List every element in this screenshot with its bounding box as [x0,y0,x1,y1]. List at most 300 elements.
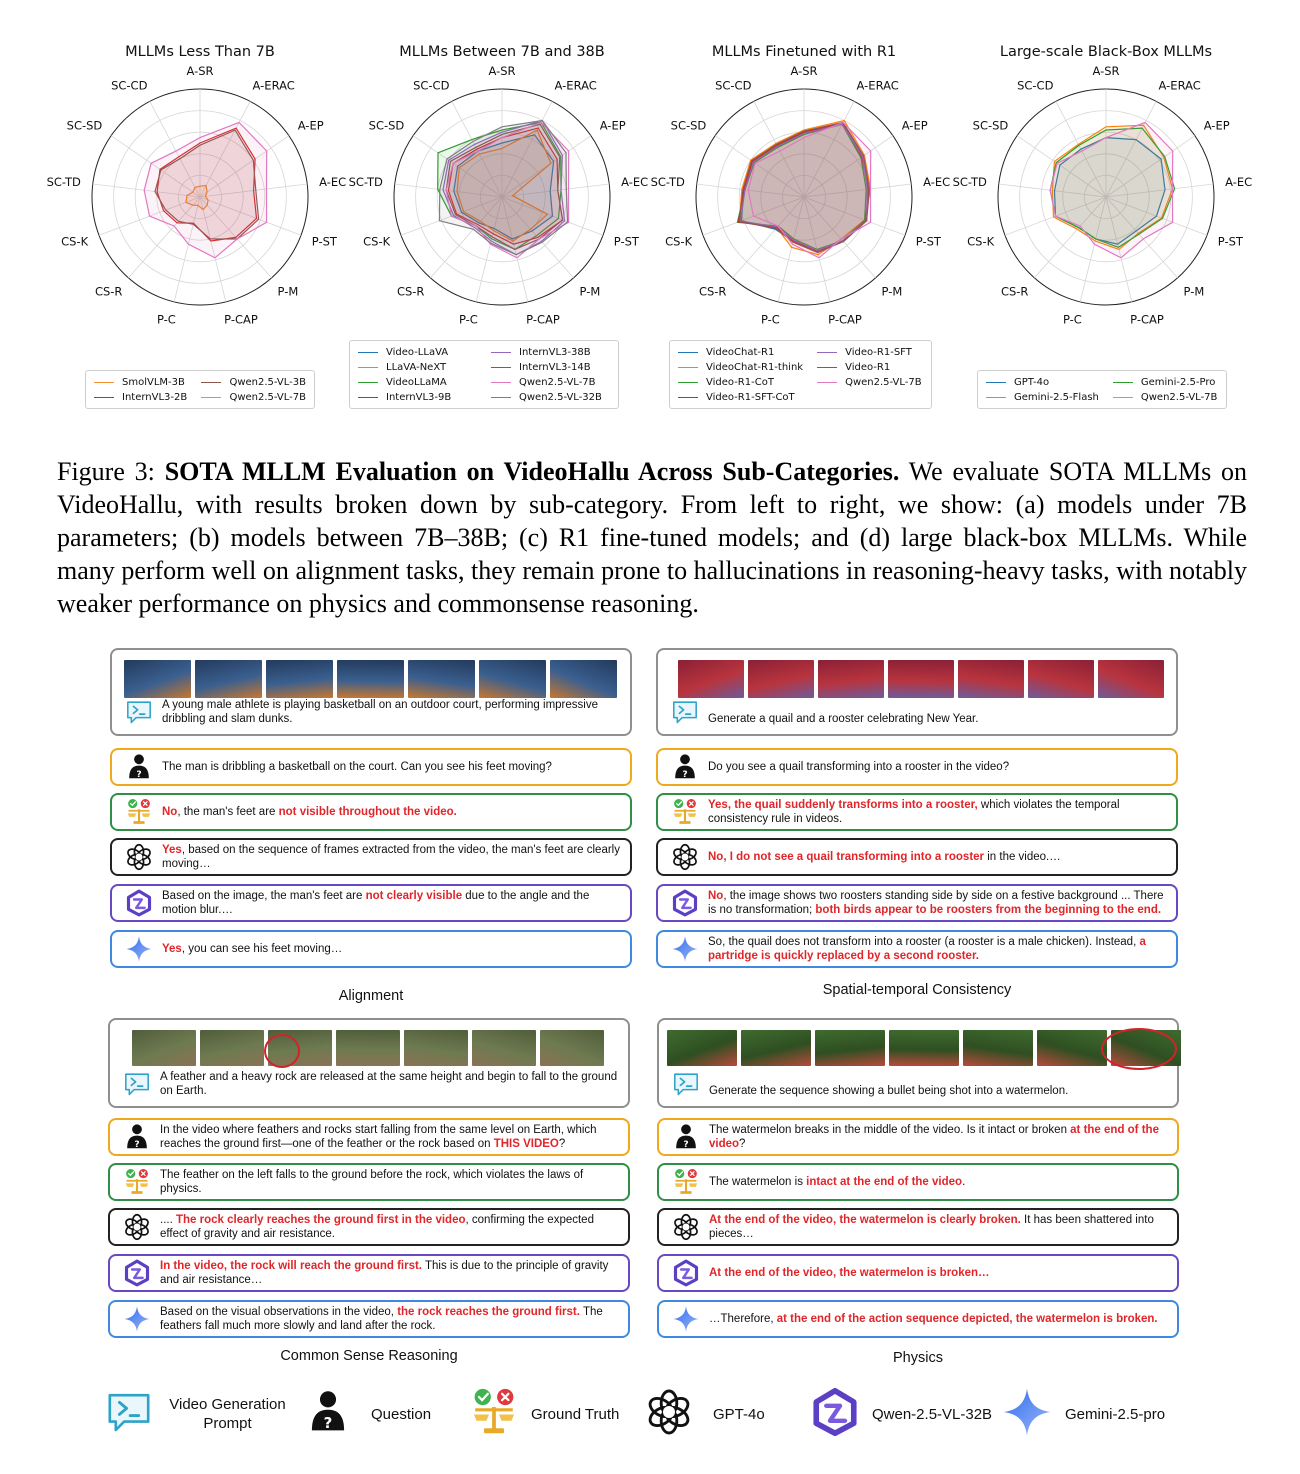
text-segment: Based on the image, the man's feet are [162,890,366,902]
text-segment: The watermelon breaks in the middle of the video. Is it intact or broken [709,1124,1071,1136]
legend-item-internvl3-9b [358,390,477,404]
gemini-answer-box [108,1300,630,1338]
text-segment: , based on the sequence of frames extracted from the video, the man's feet are clearly moving… [162,844,620,870]
gpt-answer-text [160,1213,618,1241]
radar-svg [45,30,355,330]
radar-axis-label-a-ep: A-EP [599,118,626,133]
radar-axis-label-a-ep: A-EP [1203,118,1230,133]
ground-truth-box [656,793,1178,831]
highlighted-text: No [162,806,178,818]
gemini-sparkle-icon [1001,1386,1053,1443]
radar-axis-label-p-m: P-M [579,284,601,299]
gpt-answer-box [108,1208,630,1246]
legend-label: Video-R1-SFT [845,346,912,358]
highlight-circle [264,1034,300,1068]
person-question-icon [305,1389,351,1440]
legend-label: LLaVA-NeXT [386,361,447,373]
radar-axis-label-sc-cd: SC-CD [111,78,148,93]
panel-category-label: Physics [893,1350,943,1366]
legend-swatch [678,397,698,398]
radar-axis-label-cs-k: CS-K [363,234,391,249]
legend-ground-truth-label: Ground Truth [531,1405,620,1423]
qwen-logo-icon [810,1387,860,1442]
question-box [656,748,1178,786]
radar-chart-under-7b [45,30,355,410]
terminal-chat-icon [125,698,153,726]
radar-axis-label-p-c: P-C [458,312,478,327]
video-frame [132,1030,196,1066]
video-frame [815,1030,885,1066]
gemini-answer-text [709,1312,1158,1326]
legend-item-video-llava [358,345,477,359]
radar-axis-label-p-cap: P-CAP [526,312,560,327]
ground-truth-text [708,798,1166,826]
legend-item-qwen2-5-vl-3b [201,375,306,389]
radar-axis-label-a-sr: A-SR [186,64,214,78]
question-box [110,748,632,786]
radar-axis-label-a-sr: A-SR [488,64,516,78]
radar-axis-label-p-st: P-ST [915,234,941,249]
question-text [160,1123,618,1151]
legend-ground-truth [469,1384,619,1444]
text-segment: So, the quail does not transform into a rooster (a rooster is a male chicken). Instead, [708,936,1140,948]
video-frame [540,1030,604,1066]
video-prompt-box [656,648,1178,736]
qwen-answer-box [108,1254,630,1292]
legend-label: VideoChat-R1-think [706,361,804,373]
text-segment: It has been shattered into pieces… [709,1214,1154,1240]
gemini-answer-box [656,930,1178,968]
legend-item-internvl3-14b [491,360,610,374]
svg-text:?: ? [134,1139,140,1150]
video-frame [818,660,884,698]
radar-axis-label-sc-cd: SC-CD [715,78,752,93]
gemini-sparkle-icon [672,1305,700,1333]
text-segment: , the image shows two roosters standing side by side on a festive background ... There is no transformation; [708,890,1164,916]
video-frame [472,1030,536,1066]
legend-item-qwen2-5-vl-7b [1113,390,1218,404]
gpt-answer-text [708,850,1061,864]
openai-logo-icon [645,1388,693,1441]
highlighted-text: intact at the end of the video [806,1176,963,1188]
legend-label: Qwen2.5-VL-7B [519,376,596,388]
terminal-chat-icon [105,1388,153,1441]
legend-item-video-r1-sft-cot [678,390,803,404]
legend-gpt-label: GPT-4o [713,1405,765,1423]
text-segment: In the video where feathers and rocks start falling from the same level on Earth, which reaches the ground first—one of the feather or the rock based on [160,1124,597,1150]
text-segment: ? [558,1138,566,1150]
radar-axis-label-a-sr: A-SR [1092,64,1120,78]
video-frame [266,660,333,698]
question-box [108,1118,630,1156]
qwen-logo-icon [125,889,153,917]
example-panel-common-sense-reasoning [108,1018,630,1372]
radar-axis-label-sc-td: SC-TD [650,174,685,189]
gemini-sparkle-icon [125,935,153,963]
scale-check-cross-icon [469,1387,519,1442]
radar-axis-label-p-c: P-C [760,312,780,327]
openai-logo-icon [672,1213,700,1241]
text-segment: …Therefore, [709,1313,777,1325]
video-frame [1098,660,1164,698]
radar-svg [347,30,657,330]
video-frame [963,1030,1033,1066]
svg-text:?: ? [682,769,688,780]
text-segment: in the video.… [984,851,1061,863]
radar-title: MLLMs Finetuned with R1 [711,44,897,60]
radar-axis-label-sc-cd: SC-CD [1017,78,1054,93]
radar-axis-label-cs-k: CS-K [61,234,89,249]
gpt-answer-text [162,843,620,871]
legend-label: Qwen2.5-VL-7B [1140,391,1218,403]
gpt-answer-box [657,1208,1179,1246]
panel-category-label: Alignment [338,988,404,1004]
text-segment: The man is dribbling a basketball on the court. Can you see his feet moving? [162,761,552,773]
svg-text:?: ? [136,769,142,780]
radar-axis-label-cs-r: CS-R [396,284,425,299]
highlighted-text: both birds appear to be roosters from the beginning to the end. [815,904,1162,916]
highlighted-text: at the end of the action sequence depicted, the watermelon is broken. [776,1313,1158,1325]
radar-axis-label-p-st: P-ST [613,234,639,249]
video-frames-strip [124,660,617,698]
terminal-chat-icon [672,1070,700,1098]
legend-label: InternVL3-38B [519,346,591,358]
radar-axis-label-a-ec: A-EC [923,174,951,189]
video-prompt-text: A young male athlete is playing basketball on an outdoor court, performing impressive dribbling and slam dunks. [162,699,598,725]
radar-title: MLLMs Between 7B and 38B [399,44,605,60]
caption-title: SOTA MLLM Evaluation on VideoHallu Across Sub-Categories. [164,457,900,486]
text-segment: The feather on the left falls to the ground before the rock, which violates the laws of physics. [160,1169,584,1195]
legend-label: Gemini-2.5-Pro [1140,376,1216,388]
legend-prompt [105,1384,290,1444]
radar-chart-row [0,30,1300,410]
video-frame [404,1030,468,1066]
qwen-answer-text [708,889,1166,917]
video-frame [124,660,191,698]
legend-label: Qwen2.5-VL-3B [229,376,306,388]
legend-label: Video-R1-CoT [706,376,774,388]
qwen-logo-icon [671,889,699,917]
text-segment: The watermelon is [709,1176,807,1188]
legend-swatch [678,352,698,353]
radar-svg [951,30,1261,330]
highlighted-text: Yes [162,844,182,856]
legend-label: Gemini-2.5-Flash [1014,391,1099,403]
text-segment: , you can see his feet moving… [181,943,343,955]
video-frame [195,660,262,698]
legend-swatch [201,397,221,398]
radar-svg [649,30,959,330]
legend-item-videollama [358,375,477,389]
radar-axis-label-a-erac: A-ERAC [252,78,295,93]
qwen-logo-icon [672,1259,700,1287]
legend-label: InternVL3-9B [386,391,452,403]
text-segment: . [962,1176,966,1188]
ground-truth-text [709,1175,965,1189]
legend-item-gemini-2-5-flash [986,390,1099,404]
radar-axis-label-sc-sd: SC-SD [670,118,707,133]
radar-chart-r1 [649,30,959,410]
video-frames-strip [132,1030,604,1066]
text-segment: Do you see a quail transforming into a rooster in the video? [708,761,1010,773]
radar-axis-label-a-ep: A-EP [297,118,324,133]
video-frames-strip [678,660,1164,698]
ground-truth-text [162,805,457,819]
radar-axis-label-a-erac: A-ERAC [554,78,597,93]
highlighted-text: At the end of the video, the watermelon is broken… [709,1267,990,1279]
legend-gemini [1001,1384,1165,1444]
radar-legend [349,340,619,409]
scale-check-cross-icon [125,798,153,826]
example-panel-alignment [110,648,632,1012]
highlight-circle [1101,1028,1177,1070]
panel-category-label: Spatial-temporal Consistency [822,982,1012,998]
video-frame [888,660,954,698]
video-frame [1028,660,1094,698]
qwen-answer-text [160,1259,618,1287]
legend-gemini-label: Gemini-2.5-pro [1065,1405,1166,1423]
radar-legend [669,340,932,409]
legend-label: InternVL3-2B [122,391,188,403]
legend-swatch [817,382,837,383]
video-frame [678,660,744,698]
radar-axis-label-p-m: P-M [881,284,903,299]
radar-legend [85,370,315,409]
legend-item-qwen2-5-vl-7b [491,375,610,389]
gpt-answer-box [110,838,632,876]
terminal-chat-icon [671,698,699,726]
highlighted-text: at the end of the video [709,1124,1159,1150]
radar-axis-label-p-m: P-M [277,284,299,299]
text-segment: The feathers fall much more slowly and land after the rock. [160,1306,603,1332]
video-frame [336,1030,400,1066]
highlighted-text: No, I do not see a quail transforming into a rooster [708,851,985,863]
radar-axis-label-sc-sd: SC-SD [66,118,103,133]
radar-axis-label-cs-r: CS-R [94,284,123,299]
gpt-answer-text [709,1213,1167,1241]
highlighted-text: the rock reaches the ground first. [397,1306,580,1318]
radar-axis-label-a-ec: A-EC [621,174,649,189]
video-frame [748,660,814,698]
highlighted-text: In the video, the rock will reach the ground first. [160,1260,422,1272]
highlighted-text: The rock clearly reaches the ground first in the video [175,1214,466,1226]
legend-label: Qwen2.5-VL-7B [845,376,922,388]
legend-item-gpt-4o [986,375,1099,389]
radar-axis-label-cs-r: CS-R [1000,284,1029,299]
radar-legend [977,370,1227,409]
legend-item-video-r1-sft [817,345,923,359]
radar-axis-label-p-st: P-ST [311,234,337,249]
openai-logo-icon [671,843,699,871]
legend-swatch [817,367,837,368]
legend-item-qwen2-5-vl-7b [201,390,306,404]
radar-axis-label-p-c: P-C [156,312,176,327]
legend-swatch [678,382,698,383]
legend-swatch [986,397,1006,398]
legend-item-internvl3-2b [94,390,187,404]
legend-label: VideoChat-R1 [706,346,775,358]
radar-axis-label-p-c: P-C [1062,312,1082,327]
radar-title: MLLMs Less Than 7B [125,44,275,60]
ground-truth-box [108,1163,630,1201]
radar-axis-label-p-cap: P-CAP [1130,312,1164,327]
video-frame [337,660,404,698]
ground-truth-box [657,1163,1179,1201]
radar-chart-7b-38b [347,30,657,410]
legend-label: Video-R1-SFT-CoT [706,391,795,403]
legend-item-qwen2-5-vl-32b [491,390,610,404]
highlighted-text: Yes [162,943,182,955]
legend-label: InternVL3-14B [519,361,591,373]
person-question-icon [123,1123,151,1151]
radar-axis-label-a-sr: A-SR [790,64,818,78]
person-question-icon [671,753,699,781]
legend-item-llava-next [358,360,477,374]
legend-item-videochat-r1 [678,345,803,359]
legend-swatch [817,352,837,353]
legend-question-label: Question [371,1405,432,1423]
gpt-answer-box [656,838,1178,876]
legend-item-qwen2-5-vl-7b [817,375,923,389]
person-question-icon [672,1123,700,1151]
video-frame [1037,1030,1107,1066]
legend-gpt [645,1384,765,1444]
icon-legend [105,1384,1205,1444]
question-text [708,760,1009,774]
text-segment: .... [160,1214,176,1226]
radar-axis-label-cs-r: CS-R [698,284,727,299]
highlighted-text: not visible throughout the video. [278,806,457,818]
highlighted-text: No [708,890,724,902]
legend-item-internvl3-38b [491,345,610,359]
legend-label: Video-R1 [845,361,891,373]
radar-axis-label-sc-td: SC-TD [952,174,987,189]
legend-label: Qwen2.5-VL-7B [229,391,306,403]
legend-swatch [94,382,114,383]
radar-axis-label-sc-td: SC-TD [46,174,81,189]
legend-swatch [201,382,221,383]
legend-label: Video-LLaVA [386,346,449,358]
example-panel-spatial-temporal-consistency [656,648,1178,1006]
highlighted-text: a partridge is quickly replaced by a second rooster. [708,936,1146,962]
video-prompt-text: Generate the sequence showing a bullet being shot into a watermelon. [709,1085,1069,1097]
radar-title: Large-scale Black-Box MLLMs [999,44,1213,60]
svg-text:?: ? [323,1413,333,1432]
video-prompt-box [657,1018,1179,1108]
text-segment: Based on the visual observations in the video, [160,1306,398,1318]
video-frame [479,660,546,698]
legend-prompt-label: Video Generation Prompt [169,1396,286,1432]
legend-swatch [491,352,511,353]
video-frame [667,1030,737,1066]
highlighted-text: Yes, the quail suddenly transforms into a rooster, [708,799,978,811]
text-segment: , the man's feet are [177,806,279,818]
video-frame [741,1030,811,1066]
caption-body: We evaluate SOTA MLLMs on VideoHallu, with results broken down by sub-category. From left to right, we show: (a) models under 7B parameters; (b) models between 7B–38B; (c) R1 fine-tuned models; and (d) large black-box MLLMs. While many perform well on alignment tasks, they remain prone to hallucinations in reasoning-heavy tasks, with notably weaker performance on physics and commonsense reasoning. [57,457,1248,618]
legend-item-video-r1 [817,360,923,374]
panel-category-label: Common Sense Reasoning [280,1348,458,1364]
radar-axis-label-cs-k: CS-K [967,234,995,249]
legend-swatch [1113,397,1133,398]
person-question-icon [125,753,153,781]
highlighted-text: THIS VIDEO [493,1138,559,1150]
radar-chart-black-box [951,30,1261,410]
radar-axis-label-p-cap: P-CAP [224,312,258,327]
radar-axis-label-sc-sd: SC-SD [368,118,405,133]
legend-swatch [358,367,378,368]
legend-swatch [491,397,511,398]
video-frame [200,1030,264,1066]
radar-axis-label-sc-cd: SC-CD [413,78,450,93]
qwen-answer-box [110,884,632,922]
legend-label: VideoLLaMA [386,376,447,388]
svg-text:?: ? [683,1139,689,1150]
video-prompt-text: Generate a quail and a rooster celebrating New Year. [708,713,979,725]
legend-swatch [491,367,511,368]
gemini-answer-box [657,1300,1179,1338]
terminal-chat-icon [123,1070,151,1098]
legend-swatch [358,352,378,353]
openai-logo-icon [123,1213,151,1241]
radar-axis-label-a-erac: A-ERAC [1158,78,1201,93]
legend-swatch [491,382,511,383]
figure-caption [57,455,1247,620]
legend-swatch [94,397,114,398]
example-panel-physics [657,1018,1179,1374]
question-text [162,760,552,774]
radar-axis-label-p-cap: P-CAP [828,312,862,327]
video-prompt-box [110,648,632,736]
radar-axis-label-cs-k: CS-K [665,234,693,249]
radar-axis-label-p-m: P-M [1183,284,1205,299]
legend-swatch [358,382,378,383]
legend-swatch [358,397,378,398]
legend-qwen-label: Qwen-2.5-VL-32B [872,1405,993,1423]
qwen-logo-icon [123,1259,151,1287]
caption-label: Figure 3: [57,457,165,486]
legend-item-videochat-r1-think [678,360,803,374]
qwen-answer-text [709,1266,990,1280]
qwen-answer-box [657,1254,1179,1292]
legend-swatch [1113,382,1133,383]
openai-logo-icon [125,843,153,871]
gemini-sparkle-icon [671,935,699,963]
radar-axis-label-sc-sd: SC-SD [972,118,1009,133]
radar-axis-label-a-erac: A-ERAC [856,78,899,93]
legend-label: SmolVLM-3B [122,376,185,388]
legend-qwen [810,1384,992,1444]
question-box [657,1118,1179,1156]
text-segment: which violates the temporal consistency rule in videos. [708,799,1120,825]
legend-label: Qwen2.5-VL-32B [519,391,602,403]
text-segment: ? [739,1138,746,1150]
gemini-answer-text [162,942,342,956]
scale-check-cross-icon [123,1168,151,1196]
radar-axis-label-a-ep: A-EP [901,118,928,133]
video-prompt-box [108,1018,630,1108]
scale-check-cross-icon [671,798,699,826]
legend-item-video-r1-cot [678,375,803,389]
text-segment: This is due to the principle of gravity and air resistance… [160,1260,609,1286]
radar-axis-label-p-st: P-ST [1217,234,1243,249]
video-frame [958,660,1024,698]
ground-truth-box [110,793,632,831]
legend-swatch [678,367,698,368]
text-segment: , confirming the expected effect of gravity and air resistance. [160,1214,594,1240]
ground-truth-text [160,1168,618,1196]
highlighted-text: not clearly visible [365,890,463,902]
gemini-answer-text [160,1305,618,1333]
